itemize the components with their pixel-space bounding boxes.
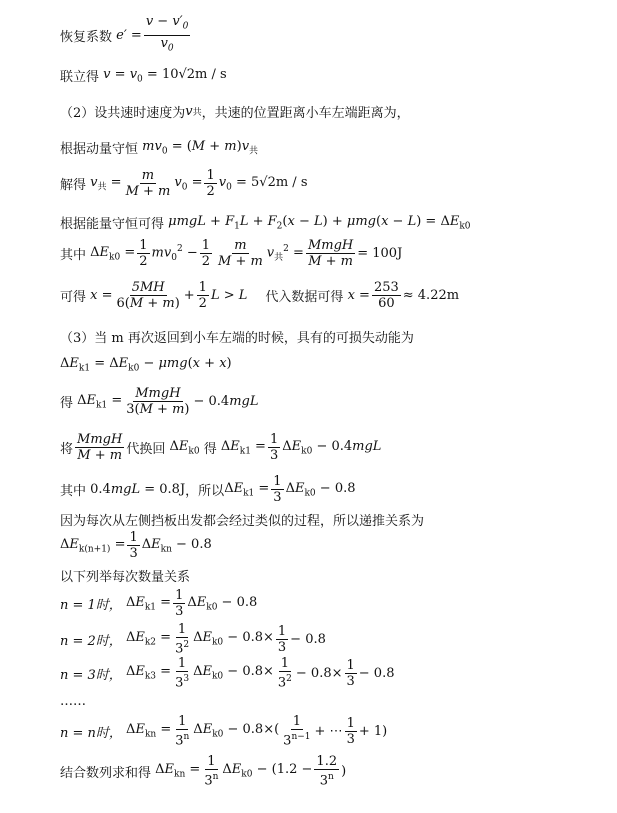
- case-nn: n = n时， $\Delta E_{kn}$ = $\frac{1}{3^n}$ $\Delta E_{k0} - 0.8\times$( $\frac{1}{3^{n-1}}$ + ⋯ $\frac{1}{3}$ + 1): [60, 714, 388, 749]
- recurrence-intro: 因为每次从左侧挡板出发都会经过类似的过程，所以递推关系为: [60, 514, 425, 529]
- restitution-line: 恢复系数 e′ = $\frac{v - v'_0}{v_0}$: [60, 14, 189, 54]
- case-n1: n = 1时， $\Delta E_{k1}$ = $\frac{1}{3}$ $\Delta E_{k0} - 0.8$: [60, 588, 258, 619]
- recurrence-line: $\Delta E_{k(n+1)}$ = $\frac{1}{3}$ $\Delta E_{kn} - 0.8$: [60, 530, 212, 561]
- case-n3: n = 3时， $\Delta E_{k3}$ = $\frac{1}{3^3}$ $\Delta E_{k0} - 0.8\times$ $\frac{1}{3^2}$ − 0.8× $\frac{1}{3}$ − 0.8: [60, 656, 395, 691]
- numeric-line: 其中 0.4mgL = 0.8J ，所以 $\Delta E_{k1}$ = $\frac{1}{3}$ $\Delta E_{k0} - 0.8$: [60, 474, 356, 505]
- ek1-result-line: 得 $\Delta E_{k1}$ = $\frac{\text{MmgH}}{3(M + m)}$ − 0.4mgL: [60, 386, 259, 417]
- label: 恢复系数: [60, 29, 113, 45]
- part3-intro: （3）当 m 再次返回到小车左端的时候，具有的可损失动能为: [60, 331, 414, 346]
- list-intro: 以下列举每次数量关系: [60, 570, 191, 585]
- delta-ek1-line: $\Delta E_{k1} = \Delta E_{k0} - \mu mg(x + x)$: [60, 356, 232, 374]
- case-n2: n = 2时， $\Delta E_{k2}$ = $\frac{1}{3^2}$ $\Delta E_{k0} - 0.8\times$ $\frac{1}{3}$ − 0.8: [60, 622, 326, 657]
- momentum-line: 根据动量守恒 $mv_0 = (M + m)v_共$: [60, 138, 259, 157]
- part2-intro: （2）设共速时速度为 v 共 ，共速的位置距离小车左端距离为，: [60, 104, 410, 121]
- combined-line: 联立得 $v = v_0 = 10√2m / s$: [60, 66, 227, 85]
- final-sum-line: 结合数列求和得 $\Delta E_{kn}$ = $\frac{1}{3^n}$ $\Delta E_{k0} - (1.2$ − $\frac{1.2}{3^n}$ ): [60, 754, 347, 789]
- delta-ek0-line: 其中 $\Delta E_{k0}$ = $\frac{1}{2}$ $mv_0^2$ − $\frac{1}{2}$ $\frac{m}{M + m}$ $v_共^2$ = $\frac{\text{MmgH}}{M + m}$ = 100J: [60, 238, 403, 269]
- solve-velocity-line: 解得 $v_共$ = $\frac{m}{M + m}$ $v_0$ = $\frac{1}{2}$ $v_0 = 5√2m / s$: [60, 168, 308, 199]
- energy-line: 根据能量守恒可得 $\mu mgL + F_1L + F_2(x - L) + \mu mg(x - L) = \Delta E_{k0}$: [60, 213, 471, 232]
- substitute-line: 将 $\frac{\text{MmgH}}{M + m}$ 代换回 $\Delta E_{k0}$ 得 $\Delta E_{k1}$ = $\frac{1}{3}$ $\Delta E_{k0} - 0.4mgL$: [60, 432, 382, 463]
- ellipsis: ……: [60, 694, 86, 709]
- distance-line: 可得 x = $\frac{5MH}{6(M + m)}$ + $\frac{1}{2}$ L > L 代入数据可得 x = $\frac{253}{60}$ ≈ 4.22m: [60, 280, 460, 311]
